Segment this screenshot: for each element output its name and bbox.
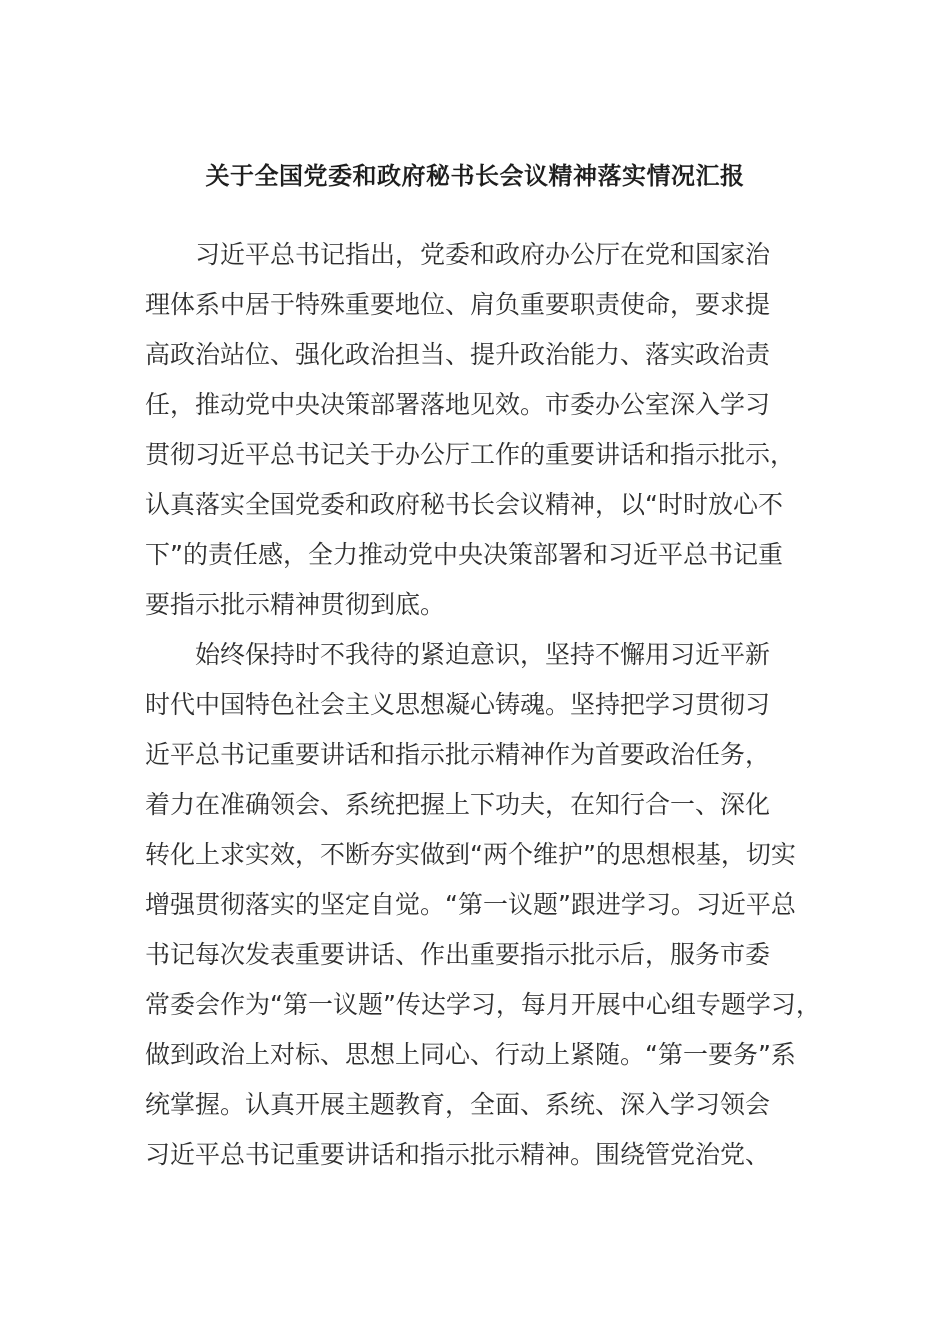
paragraph-2 xyxy=(145,630,825,1180)
paragraph-line: 理体系中居于特殊重要地位、肩负重要职责使命，要求提 xyxy=(145,290,771,319)
document-body xyxy=(145,230,825,1180)
paragraph-line: 统掌握。认真开展主题教育，全面、系统、深入学习领会 xyxy=(145,1090,771,1119)
paragraph-line: 习近平总书记重要讲话和指示批示精神。围绕管党治党、 xyxy=(145,1140,771,1169)
paragraph-line: 下”的责任感，全力推动党中央决策部署和习近平总书记重 xyxy=(145,540,783,569)
paragraph-line: 认真落实全国党委和政府秘书长会议精神，以“时时放心不 xyxy=(145,490,783,519)
paragraph-line: 做到政治上对标、思想上同心、行动上紧随。“第一要务”系 xyxy=(145,1040,796,1069)
paragraph-line: 始终保持时不我待的紧迫意识，坚持不懈用习近平新 xyxy=(195,640,771,669)
paragraph-1 xyxy=(145,230,825,630)
paragraph-line: 高政治站位、强化政治担当、提升政治能力、落实政治责 xyxy=(145,340,771,369)
paragraph-line: 近平总书记重要讲话和指示批示精神作为首要政治任务， xyxy=(145,740,771,769)
paragraph-line: 增强贯彻落实的坚定自觉。“第一议题”跟进学习。习近平总 xyxy=(145,890,796,919)
document-title: 关于全国党委和政府秘书长会议精神落实情况汇报 xyxy=(205,162,745,190)
paragraph-line: 习近平总书记指出，党委和政府办公厅在党和国家治 xyxy=(195,240,771,269)
paragraph-line: 转化上求实效，不断夯实做到“两个维护”的思想根基，切实 xyxy=(145,840,796,869)
paragraph-line: 常委会作为“第一议题”传达学习，每月开展中心组专题学习， xyxy=(145,990,821,1019)
paragraph-line: 任，推动党中央决策部署落地见效。市委办公室深入学习 xyxy=(145,390,771,419)
paragraph-line: 着力在准确领会、系统把握上下功夫，在知行合一、深化 xyxy=(145,790,771,819)
paragraph-line: 要指示批示精神贯彻到底。 xyxy=(145,590,446,619)
paragraph-line: 贯彻习近平总书记关于办公厅工作的重要讲话和指示批示， xyxy=(145,440,796,469)
paragraph-line: 书记每次发表重要讲话、作出重要指示批示后，服务市委 xyxy=(145,940,771,969)
paragraph-line: 时代中国特色社会主义思想凝心铸魂。坚持把学习贯彻习 xyxy=(145,690,771,719)
